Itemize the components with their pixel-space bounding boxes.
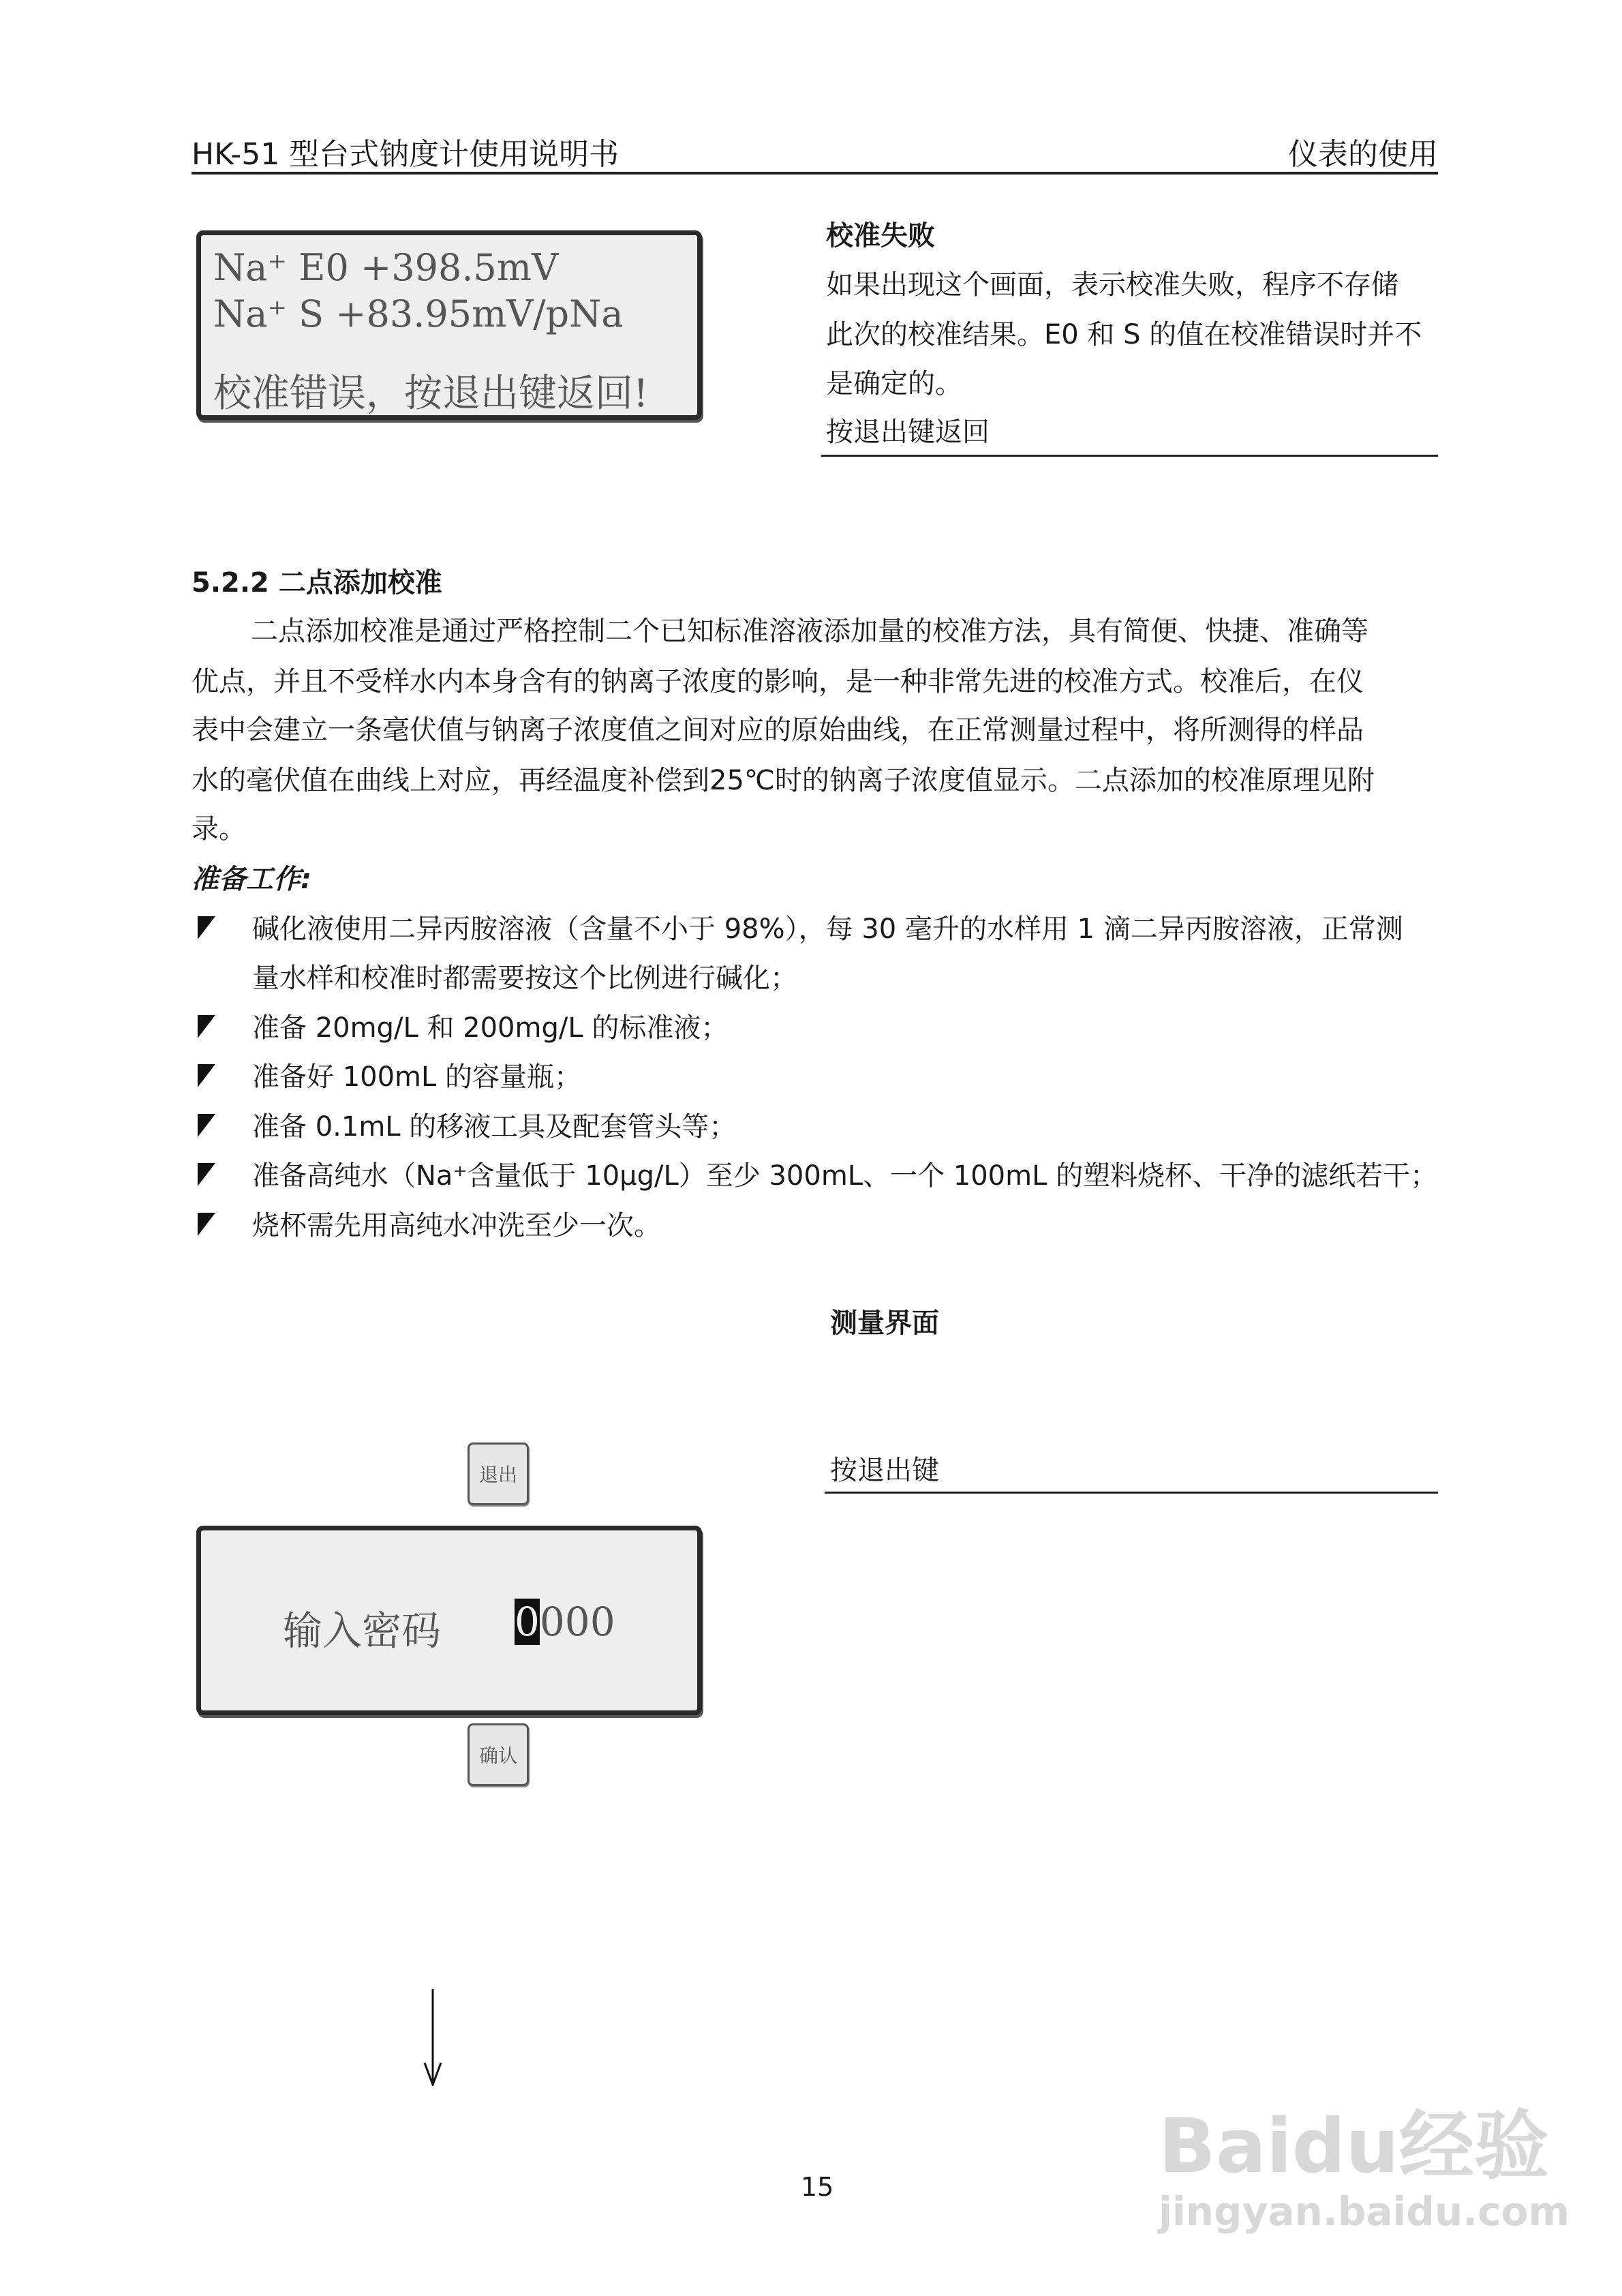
prep-item: 烧杯需先用高纯水冲洗至少一次。 (252, 1210, 661, 1241)
bullet-icon (198, 1163, 215, 1186)
divider (825, 1492, 1438, 1494)
confirm-key-button[interactable]: 确认 (468, 1723, 529, 1786)
error-text-line: 如果出现这个画面，表示校准失败，程序不存储 (826, 269, 1398, 301)
lcd-calibration-error (196, 230, 702, 420)
password-field[interactable] (515, 1599, 615, 1645)
error-text-line: 是确定的。 (826, 368, 962, 399)
down-arrow-icon (421, 1989, 444, 2086)
header-rule (192, 172, 1438, 175)
password-label: 输入密码 (283, 1607, 442, 1654)
prep-item: 碱化液使用二异丙胺溶液（含量不小于 98%），每 30 毫升的水样用 1 滴二异丙胺溶液，正常测 (252, 913, 1403, 945)
baidu-watermark-logo: Baidu经验 (1159, 2102, 1549, 2190)
lcd-error-message: 校准错误，按退出键返回! (213, 372, 649, 416)
paragraph-line: 优点，并且不受样水内本身含有的钠离子浓度的影响，是一种非常先进的校准方式。校准后，在仪 (192, 666, 1364, 697)
prep-title: 准备工作: (192, 864, 311, 895)
paragraph-line: 录。 (192, 813, 246, 845)
header-section: 仪表的使用 (1288, 137, 1438, 172)
exit-key-button[interactable]: 退出 (468, 1442, 529, 1505)
divider (821, 455, 1438, 457)
page-number: 15 (801, 2172, 834, 2202)
prep-item: 准备高纯水（Na⁺含量低于 10μg/L）至少 300mL、一个 100mL 的塑料烧杯、干净的滤纸若干； (252, 1160, 1438, 1192)
password-cursor: 0 (515, 1599, 540, 1645)
prep-item-cont: 量水样和校准时都需要按这个比例进行碱化； (252, 963, 797, 994)
paragraph-line: 水的毫伏值在曲线上对应，再经温度补偿到25℃时的钠离子浓度值显示。二点添加的校准原理见附 (192, 765, 1375, 796)
header-title: HK-51 型台式钠度计使用说明书 (192, 137, 619, 172)
bullet-icon (198, 1064, 215, 1087)
bullet-icon (198, 1213, 215, 1236)
lcd-password (196, 1526, 702, 1715)
password-digits: 000 (539, 1599, 615, 1645)
prep-item: 准备好 100mL 的容量瓶； (252, 1061, 582, 1093)
bullet-icon (198, 1114, 215, 1137)
bullet-icon (198, 916, 215, 939)
measure-screen-label: 测量界面 (830, 1308, 939, 1339)
baidu-watermark-url: jingyan.baidu.com (1159, 2188, 1570, 2235)
error-text-line: 此次的校准结果。E0 和 S 的值在校准错误时并不 (826, 319, 1422, 350)
paragraph-line: 表中会建立一条毫伏值与钠离子浓度值之间对应的原始曲线，在正常测量过程中，将所测得的样品 (192, 714, 1364, 746)
lcd-e0-line: Na⁺ E0 +398.5mV (213, 246, 559, 289)
error-title: 校准失败 (826, 220, 935, 252)
exit-note: 按退出键 (830, 1455, 939, 1486)
section-heading: 5.2.2 二点添加校准 (192, 567, 442, 599)
paragraph-line: 二点添加校准是通过严格控制二个已知标准溶液添加量的校准方法，具有简便、快捷、准确等 (251, 616, 1368, 647)
error-action: 按退出键返回 (826, 417, 990, 448)
prep-item: 准备 0.1mL 的移液工具及配套管头等； (252, 1111, 737, 1143)
prep-item: 准备 20mg/L 和 200mg/L 的标准液； (252, 1012, 729, 1044)
lcd-slope-line: Na⁺ S +83.95mV/pNa (213, 292, 624, 335)
bullet-icon (198, 1015, 215, 1038)
